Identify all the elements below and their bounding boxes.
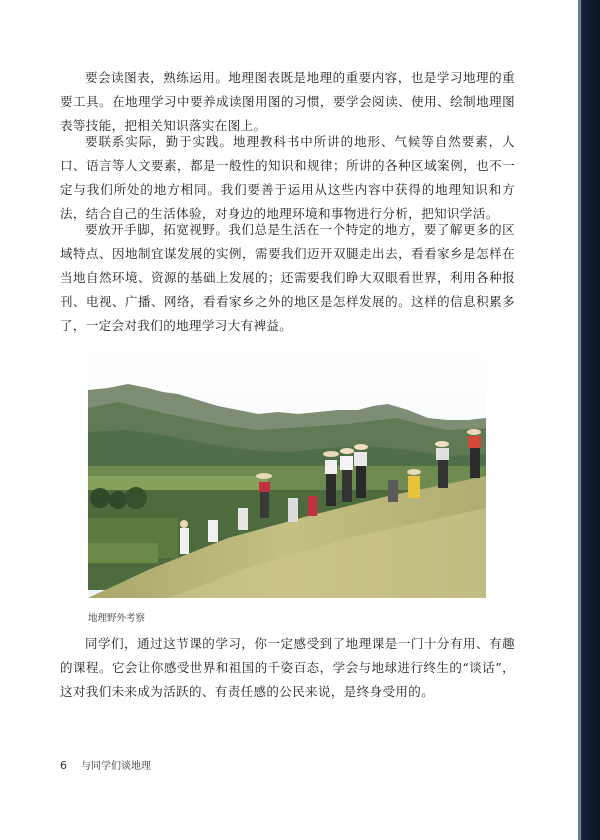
running-title: 与同学们谈地理 — [81, 761, 151, 772]
page-footer — [60, 757, 151, 772]
paragraph-conclusion: 同学们，通过这节课的学习，你一定感受到了地理课是一门十分有用、有趣的课程。它会让你感受世界和祖国的千姿百态，学会与地球进行终生的“谈话”，这对我们未来成为活跃的、有责任感的公民来说，是终身受用的。 — [60, 636, 515, 699]
photo-caption: 地理野外考察 — [88, 613, 146, 624]
paragraph-read-charts: 要会读图表，熟练运用。地理图表既是地理的重要内容，也是学习地理的重要工具。在地理学习中要养成读图用图的习惯，要学会阅读、使用、绘制地理图表等技能，把相关知识落实在图上。 — [60, 70, 515, 133]
field-trip-photo — [88, 348, 486, 598]
page-edge-strip — [578, 0, 600, 840]
paragraph-practice: 要联系实际，勤于实践。地理教科书中所讲的地形、气候等自然要素，人口、语言等人文要素，都是一般性的知识和规律；所讲的各种区域案例，也不一定与我们所处的地方相同。我们要善于运用从这些内容中获得的地理知识和方法，结合自己的生活体验，对身边的地理环境和事物进行分析，把知识学活。 — [60, 134, 515, 221]
page-number: 6 — [60, 759, 67, 772]
paragraph-broaden-view: 要放开手脚，拓宽视野。我们总是生活在一个特定的地方，要了解更多的区域特点、因地制宜谋发展的实例，需要我们迈开双腿走出去，看看家乡是怎样在当地自然环境、资源的基础上发展的；还需要我们睁大双眼看世界，利用各种报刊、电视、广播、网络，看看家乡之外的地区是怎样发展的。这样的信息积累多了，一定会对我们的地理学习大有裨益。 — [60, 222, 515, 333]
